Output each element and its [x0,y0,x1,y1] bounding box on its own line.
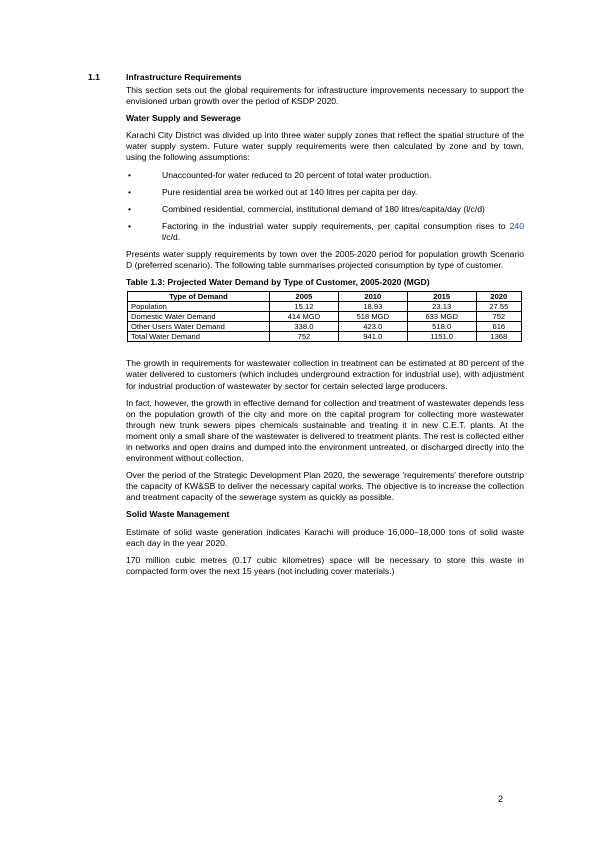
water-paragraph-2: Presents water supply requirements by town over the 2005-2020 period for population growth Scenario D (preferred scenario). The following table summarises projected consumption by type of customer. [126,249,524,271]
table-cell: 414 MGD [270,312,339,322]
table-cell: 27.55 [476,302,521,312]
table-caption: Table 1.3: Projected Water Demand by Type of Customer, 2005-2020 (MGD) [126,277,430,288]
list-item [126,170,524,181]
list-item [126,204,524,215]
water-supply-heading: Water Supply and Sewerage [126,113,241,124]
assumptions-list [126,170,524,243]
column-header: 2010 [338,292,407,302]
list-item-text-post: l/c/d. [162,231,181,242]
section-heading [88,72,242,82]
column-header: 2015 [407,292,476,302]
table-cell: 941.0 [338,332,407,342]
section-title: Infrastructure Requirements [126,72,242,82]
table-cell: 23.13 [407,302,476,312]
bullet-icon: • [128,220,132,231]
water-paragraph-1: Karachi City District was divided up into three water supply zones that reflect the spatial structure of the water supply system. Future water supply requirements were then calculated by zone and by town, using the following assumptions: [126,130,524,163]
page-number: 2 [498,794,504,804]
table-row [128,312,522,322]
section-number: 1.1 [88,72,100,82]
bullet-icon: • [128,203,132,214]
table-cell: 1368 [476,332,521,342]
table-row [128,332,522,342]
table-cell: Total Water Demand [128,332,270,342]
list-item-text: Combined residential, commercial, institutional demand of 180 litres/capita/day (l/c/d) [162,203,485,214]
water-demand-table [127,291,522,342]
table-cell: 616 [476,322,521,332]
wastewater-paragraph-1: The growth in requirements for wastewater collection in treatment can be estimated at 80 percent of the water delivered to customers (which includes underground extraction for industrial use), with adjustment for industrial production of wastewater by sector for certain selected large producers. [126,358,524,391]
intro-paragraph: This section sets out the global requirements for infrastructure improvements necessary to support the envisioned urban growth over the period of KSDP 2020. [126,85,524,107]
table-row [128,322,522,332]
bullet-icon: • [128,169,132,180]
column-header: Type of Demand [128,292,270,302]
table-cell: 518.0 [407,322,476,332]
solid-waste-heading: Solid Waste Management [126,509,230,520]
table-cell: Population [128,302,270,312]
wastewater-paragraph-3: Over the period of the Strategic Development Plan 2020, the sewerage 'requirements' therefore outstrip the capacity of KW&SB to deliver the necessary capital works. The objective is to increase the collection and treatment capacity of the sewerage system as quickly as possible. [126,470,524,503]
bullet-icon: • [128,186,132,197]
table-cell: 15.12 [270,302,339,312]
list-item-text: Unaccounted-for water reduced to 20 percent of total water production. [162,169,432,180]
list-item [126,221,524,243]
column-header: 2020 [476,292,521,302]
solid-waste-paragraph-2: 170 million cubic metres (0.17 cubic kilometres) space will be necessary to store this waste in compacted form over the next 15 years (not including cover materials.) [126,554,524,576]
list-item-text-pre: Factoring in the industrial water supply requirements, per capital consumption rises to [162,220,510,231]
table-cell: 1151.0 [407,332,476,342]
highlighted-value: 240 [509,220,524,231]
table-cell: 752 [270,332,339,342]
table-row [128,302,522,312]
table-header-row [128,292,522,302]
table-cell: Other Users Water Demand [128,322,270,332]
list-item [126,187,524,198]
table-cell: Domestic Water Demand [128,312,270,322]
table-cell: 18.93 [338,302,407,312]
column-header: 2005 [270,292,339,302]
table-cell: 633 MGD [407,312,476,322]
wastewater-paragraph-2: In fact, however, the growth in effective demand for collection and treatment of wastewater depends less on the population growth of the city and more on the capital program for collecting more wastewater through new trunk sewers pipes chemicals sustainable and treating it in new C.E.T. plants. At the moment only a small share of the wastewater is delivered to treatment plants. The rest is collected either in networks and open drains and dumped into the environment untreated, or discharged directly into the environment without collection. [126,397,524,464]
table-cell: 518 MGD [338,312,407,322]
list-item-text: Pure residential area be worked out at 140 litres per capita per day. [162,186,418,197]
solid-waste-paragraph-1: Estimate of solid waste generation indicates Karachi will produce 16,000–18,000 tons of solid waste each day in the year 2020. [126,526,524,548]
table-cell: 752 [476,312,521,322]
document-body [126,85,524,583]
table-cell: 338.0 [270,322,339,332]
table-cell: 423.0 [338,322,407,332]
